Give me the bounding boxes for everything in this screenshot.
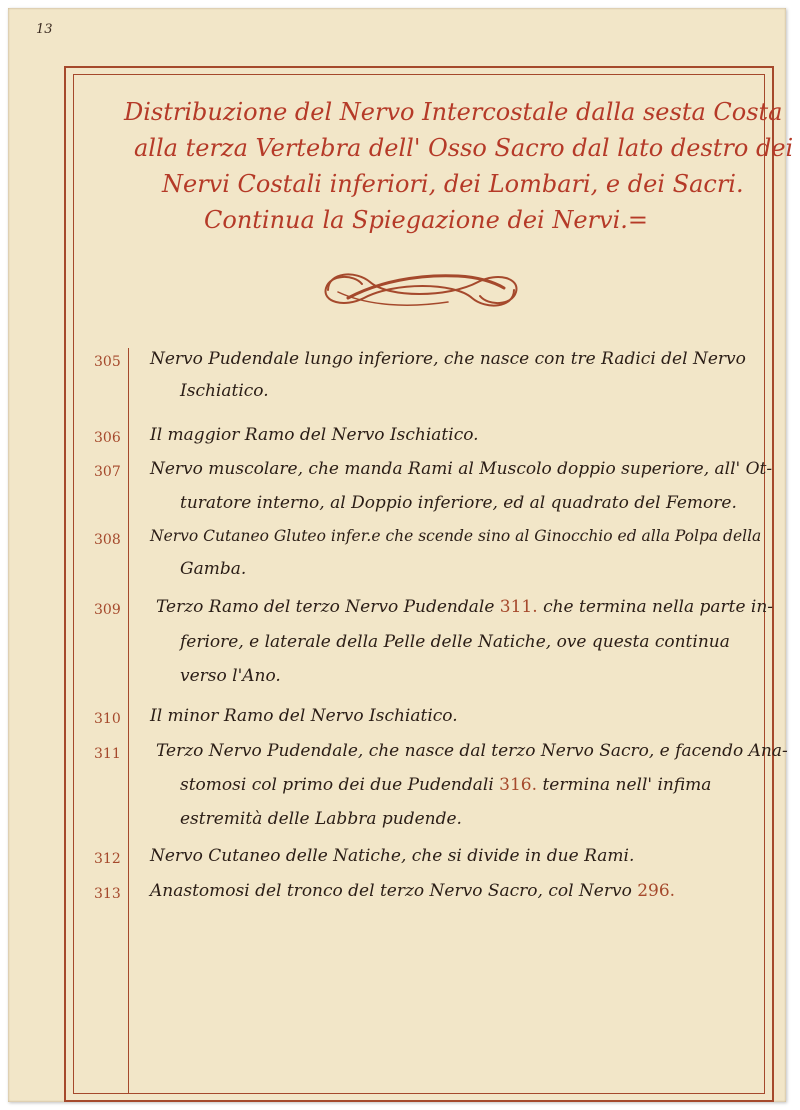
title-line: Nervi Costali inferiori, dei Lombari, e dei Sacri. <box>162 170 744 198</box>
entry-text: Nervo muscolare, che manda Rami al Muscolo doppio superiore, all' Ot- <box>150 459 773 479</box>
title-line: Distribuzione del Nervo Intercostale dalla sesta Costa <box>124 98 783 126</box>
entry-text: turatore interno, al Doppio inferiore, ed al quadrato del Femore. <box>180 493 737 513</box>
entry-text: Il maggior Ramo del Nervo Ischiatico. <box>150 425 479 445</box>
entry-number: 306 <box>94 430 121 446</box>
calligraphic-flourish <box>308 262 534 318</box>
entry-text: Ischiatico. <box>180 381 269 401</box>
cross-reference: 296. <box>637 881 676 901</box>
page-number: 13 <box>36 22 53 37</box>
title-line: alla terza Vertebra dell' Osso Sacro dal lato destro dei <box>134 134 794 162</box>
entry-text-part: Anastomosi del tronco del terzo Nervo Sacro, col Nervo <box>150 881 632 901</box>
entry-text: estremità delle Labbra pudende. <box>180 809 462 829</box>
title-line: Continua la Spiegazione dei Nervi.= <box>204 206 648 234</box>
entry-text-part: che termina nella parte in- <box>543 597 774 617</box>
entry-text-part: stomosi col primo dei due Pudendali <box>180 775 494 795</box>
entry-text: verso l'Ano. <box>180 666 281 686</box>
manuscript-page <box>8 8 794 1102</box>
cross-reference: 316. <box>499 775 538 795</box>
entry-text: Il minor Ramo del Nervo Ischiatico. <box>150 706 458 726</box>
entry-number: 311 <box>94 746 121 762</box>
entry-text <box>156 597 773 617</box>
entry-number: 310 <box>94 711 121 727</box>
entry-number: 307 <box>94 464 121 480</box>
entry-number: 309 <box>94 602 121 618</box>
entry-text: Nervo Cutaneo delle Natiche, che si divide in due Rami. <box>150 846 635 866</box>
entry-text: Nervo Pudendale lungo inferiore, che nasce con tre Radici del Nervo <box>150 349 746 369</box>
entry-text <box>180 775 711 795</box>
entry-text-part: termina nell' infima <box>542 775 712 795</box>
page-title <box>118 94 794 238</box>
cross-reference: 311. <box>499 597 538 617</box>
entry-number: 313 <box>94 886 121 902</box>
entry-number: 308 <box>94 532 121 548</box>
margin-rule <box>128 348 129 1094</box>
entry-number: 312 <box>94 851 121 867</box>
entry-text <box>150 881 675 901</box>
entry-text-part: Terzo Ramo del terzo Nervo Pudendale <box>156 597 495 617</box>
entry-text: Terzo Nervo Pudendale, che nasce dal terzo Nervo Sacro, e facendo Ana- <box>156 741 788 761</box>
entry-text: feriore, e laterale della Pelle delle Natiche, ove questa continua <box>180 632 730 652</box>
entry-text: Nervo Cutaneo Gluteo infer.e che scende sino al Ginocchio ed alla Polpa della <box>150 527 762 545</box>
entry-text: Gamba. <box>180 559 247 579</box>
entry-number: 305 <box>94 354 121 370</box>
